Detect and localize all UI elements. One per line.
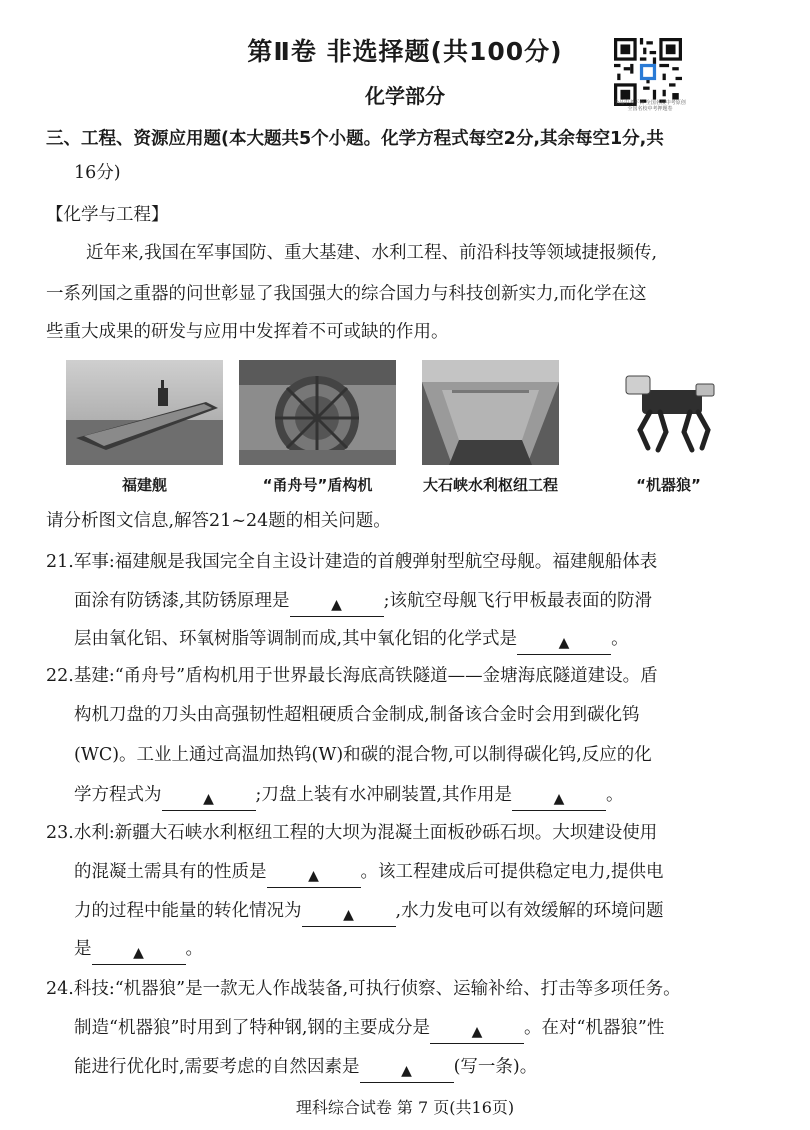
image-caption-robot: “机器狼” [636,476,701,494]
answer-blank[interactable]: ▲ [512,788,606,811]
q22-line-3: (WC)。工业上通过高温加热钨(W)和碳的混合物,可以制得碳化钨,反应的化 [74,745,652,765]
q22-line-2: 构机刀盘的刀头由高强韧性超粗硬质合金制成,制备该合金时会用到碳化钨 [74,705,640,725]
part-title: 化学部分 [365,84,445,108]
q24-line-3: 能进行优化时,需要考虑的自然因素是 ▲ (写一条)。 [74,1052,537,1083]
page-footer: 理科综合试卷 第 7 页(共16页) [295,1098,515,1117]
q23-line-2: 的混凝土需具有的性质是 ▲ 。该工程建成后可提供稳定电力,提供电 [74,857,664,888]
aircraft-carrier-photo [66,360,223,465]
q24-line-1: 24.科技:“机器狼”是一款无人作战装备,可执行侦察、运输补给、打击等多项任务。 [46,979,681,999]
robot-wolf-photo [600,360,737,465]
section-heading-cont: 16分) [74,163,121,183]
dam-photo [422,360,559,465]
q21-line-1: 21.军事:福建舰是我国完全自主设计建造的首艘弹射型航空母舰。福建舰船体表 [46,552,658,572]
q23-line-1: 23.水利:新疆大石峡水利枢纽工程的大坝为混凝土面板砂砾石坝。大坝建设使用 [46,823,658,843]
answer-blank[interactable]: ▲ [267,865,361,888]
qr-caption: 全品中考平台 全国名校中考原创 全国名校中考押题卷 [614,100,686,112]
intro-line-2: 一系列国之重器的问世彰显了我国强大的综合国力与科技创新实力,而化学在这 [46,284,647,304]
q23-line-3: 力的过程中能量的转化情况为 ▲ ,水力发电可以有效缓解的环境问题 [74,896,664,927]
intro-line-1: 近年来,我国在军事国防、重大基建、水利工程、前沿科技等领域捷报频传, [86,243,658,263]
answer-blank[interactable]: ▲ [517,632,611,655]
q23-line-4: 是 ▲ 。 [74,934,203,965]
q22-line-1: 22.基建:“甬舟号”盾构机用于世界最长海底高铁隧道——金塘海底隧道建设。盾 [46,666,658,686]
image-caption-carrier: 福建舰 [121,476,167,494]
q21-line-3: 层由氧化铝、环氧树脂等调制而成,其中氧化铝的化学式是 ▲ 。 [74,624,629,655]
image-caption-dam: 大石峡水利枢纽工程 [422,476,558,494]
qr-code-icon [614,38,682,106]
topic-heading: 【化学与工程】 [46,205,169,225]
answer-blank[interactable]: ▲ [430,1021,524,1044]
instruction: 请分析图文信息,解答21~24题的相关问题。 [46,511,391,531]
q21-line-2: 面涂有防锈漆,其防锈原理是 ▲ ;该航空母舰飞行甲板最表面的防滑 [74,586,652,617]
answer-blank[interactable]: ▲ [360,1060,454,1083]
answer-blank[interactable]: ▲ [92,942,186,965]
intro-line-3: 些重大成果的研发与应用中发挥着不可或缺的作用。 [46,322,449,342]
section-heading: 三、工程、资源应用题(本大题共5个小题。化学方程式每空2分,其余每空1分,共 [46,129,664,149]
answer-blank[interactable]: ▲ [290,594,384,617]
tunnel-boring-machine-photo [239,360,396,465]
q22-line-4: 学方程式为 ▲ ;刀盘上装有水冲刷装置,其作用是 ▲ 。 [74,780,623,811]
answer-blank[interactable]: ▲ [162,788,256,811]
section-title: 第Ⅱ卷 非选择题(共100分) [247,37,563,66]
image-caption-tbm: “甬舟号”盾构机 [262,476,373,494]
answer-blank[interactable]: ▲ [302,904,396,927]
q24-line-2: 制造“机器狼”时用到了特种钢,钢的主要成分是 ▲ 。在对“机器狼”性 [74,1013,664,1044]
